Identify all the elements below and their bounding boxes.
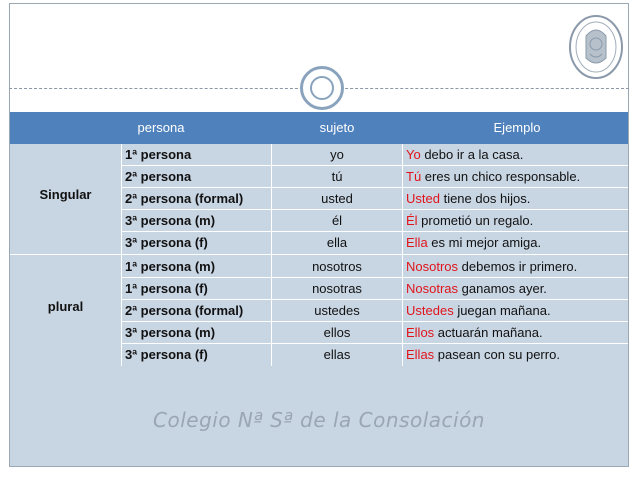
sujeto-cell: ustedes [314, 303, 360, 318]
sujeto-cell: yo [330, 147, 344, 162]
persona-cell: 2ª persona (formal) [125, 303, 244, 318]
ejemplo-cell [406, 278, 628, 300]
pronoun-highlight: Él [406, 213, 418, 228]
ring-ornament-icon [300, 66, 344, 110]
pronoun-highlight: Nosotras [406, 281, 459, 296]
header-sujeto: sujeto [319, 120, 355, 135]
example-text: debemos ir primero. [458, 259, 578, 274]
example-text: tiene dos hijos. [439, 191, 531, 206]
ejemplo-cell [406, 322, 628, 344]
persona-cell: 3ª persona (m) [125, 325, 216, 340]
example-text: pasean con su perro. [434, 347, 560, 362]
table-row [121, 210, 628, 232]
sujeto-cell: usted [321, 191, 353, 206]
persona-cell: 1ª persona (f) [125, 281, 208, 296]
example-text: debo ir a la casa. [420, 147, 524, 162]
example-text: juegan mañana. [453, 303, 551, 318]
sujeto-cell: ellos [323, 325, 351, 340]
persona-cell: 1ª persona [125, 147, 192, 162]
persona-cell: 1ª persona (m) [125, 259, 216, 274]
pronoun-highlight: Tú [406, 169, 422, 184]
sujeto-cell: nosotros [312, 259, 362, 274]
table-row [121, 188, 628, 210]
example-text: ganamos ayer. [458, 281, 547, 296]
sujeto-cell: tú [331, 169, 343, 184]
ejemplo-cell [406, 144, 628, 166]
sujeto-cell: él [331, 213, 343, 228]
ejemplo-cell [406, 210, 628, 232]
table-row [121, 166, 628, 188]
pronoun-highlight: Ella [406, 235, 428, 250]
sujeto-cell: ella [326, 235, 348, 250]
ejemplo-cell [406, 188, 628, 210]
example-text: eres un chico responsable. [421, 169, 581, 184]
sujeto-cell: ellas [323, 347, 351, 362]
ejemplo-cell [406, 232, 628, 254]
pronoun-highlight: Nosotros [406, 259, 459, 274]
group-divider [10, 254, 628, 255]
persona-cell: 3ª persona (f) [125, 347, 208, 362]
ejemplo-cell [406, 344, 628, 366]
example-text: actuarán mañana. [434, 325, 543, 340]
persona-cell: 2ª persona [125, 169, 192, 184]
ejemplo-cell [406, 166, 628, 188]
table-panel [10, 112, 628, 466]
pronoun-highlight: Ellas [406, 347, 435, 362]
school-name: Colegio Nª Sª de la Consolación [153, 408, 485, 432]
header-ejemplo: Ejemplo [493, 120, 541, 135]
pronoun-highlight: Ellos [406, 325, 435, 340]
pronoun-highlight: Yo [406, 147, 421, 162]
persona-cell: 3ª persona (f) [125, 235, 208, 250]
sujeto-cell: nosotras [312, 281, 362, 296]
example-text: prometió un regalo. [417, 213, 534, 228]
group-plural: plural [47, 299, 84, 314]
persona-cell: 3ª persona (m) [125, 213, 216, 228]
ejemplo-cell [406, 256, 628, 278]
table-row [121, 232, 628, 254]
table-row [121, 344, 628, 366]
ejemplo-cell [406, 300, 628, 322]
table-row [121, 278, 628, 300]
header-persona: persona [137, 120, 185, 135]
pronoun-highlight: Ustedes [406, 303, 454, 318]
table-row [121, 322, 628, 344]
table-row [121, 256, 628, 278]
example-text: es mi mejor amiga. [427, 235, 542, 250]
school-seal-icon [568, 14, 624, 80]
table-header [10, 112, 628, 144]
persona-cell: 2ª persona (formal) [125, 191, 244, 206]
pronoun-highlight: Usted [406, 191, 440, 206]
group-singular: Singular [39, 187, 92, 202]
table-row [121, 300, 628, 322]
table-row [121, 144, 628, 166]
